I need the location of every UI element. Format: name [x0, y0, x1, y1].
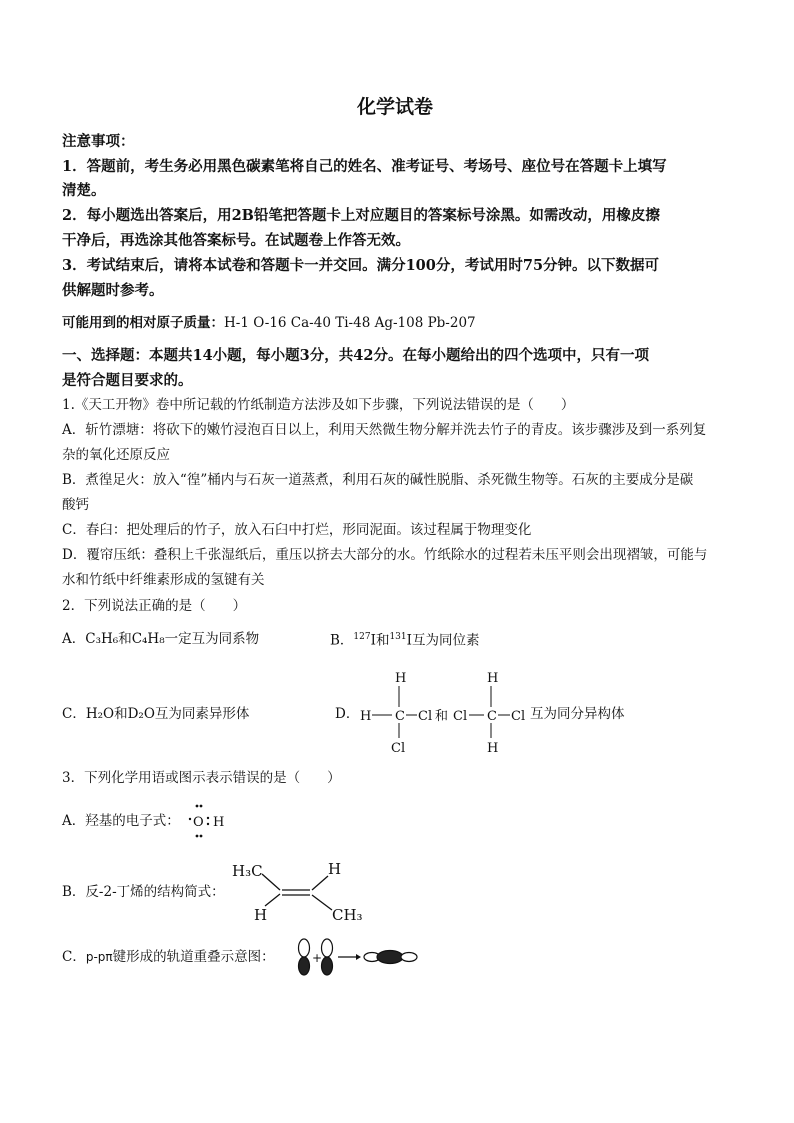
q2-option-a: [62, 633, 259, 647]
q2-a-suffix: 一定互为同系物: [164, 631, 260, 647]
q1-option-d-cont: 水和竹纸中纤维素形成的氢键有关: [62, 572, 265, 588]
q3-option-a-label: A．羟基的电子式：: [62, 813, 180, 829]
q2-b-element-1: I: [370, 632, 376, 649]
q2-option-b: [330, 633, 479, 648]
q2-a-molecule-1: C₃H₆: [85, 631, 119, 647]
bond-upper-right: [312, 876, 328, 890]
p-orbital-1-bottom-lobe: [299, 957, 310, 975]
p-orbital-2-bottom-lobe: [322, 957, 333, 975]
dot: [196, 835, 199, 838]
q2-d-suffix: 互为同分异构体: [530, 706, 625, 722]
dot: [207, 817, 209, 819]
q3-stem: 3．下列化学用语或图示表示错误的是（ ）: [62, 770, 341, 786]
q2-a-prefix: A．: [62, 631, 86, 647]
d1-bottom-cl: Cl: [391, 741, 406, 756]
dot: [200, 835, 203, 838]
notice-item-3-cont: 供解题时参考。: [62, 282, 164, 299]
q2-c-and: 和: [114, 706, 128, 722]
d2-carbon: C: [487, 709, 497, 724]
bond-lower-left: [265, 894, 280, 906]
q2-a-and: 和: [118, 631, 132, 647]
q2-b-element-2: I: [406, 632, 412, 649]
notice-item-2-cont: 干净后，再选涂其他答案标号。在试题卷上作答无效。: [62, 232, 410, 249]
q2-a-molecule-2: C₄H₈: [131, 631, 165, 647]
notice-item-1: 1．答题前，考生务必用黑色碳素笔将自己的姓名、准考证号、考场号、座位号在答题卡上填写: [62, 158, 667, 175]
notice-item-3: 3．考试结束后，请将本试卷和答题卡一并交回。满分100分，考试用时75分钟。以下数据可: [62, 257, 660, 274]
dot: [207, 823, 209, 825]
hydroxyl-electron-formula: [186, 800, 236, 842]
q2-d-prefix: D．: [335, 706, 360, 722]
trans-2-butene-structure: [228, 856, 378, 928]
plus-sign: +: [312, 951, 323, 965]
q3-option-b-label: B．反-2-丁烯的结构简式：: [62, 884, 225, 900]
dot: [196, 805, 199, 808]
q2-b-and: 和: [375, 632, 390, 649]
q1-option-d: D．覆帘压纸：叠积上千张湿纸后，重压以挤去大部分的水。竹纸除水的过程若未压平则会出现褶皱，可能与: [62, 547, 708, 563]
q1-stem: 1.《天工开物》卷中所记载的竹纸制造方法涉及如下步骤，下列说法错误的是（ ）: [62, 397, 575, 413]
dot: [189, 818, 191, 820]
q3-c-p-p-pi: p-pπ: [85, 950, 113, 964]
q2-c-prefix: C．: [62, 706, 86, 722]
atomic-mass-label: 可能用到的相对原子质量：: [62, 315, 224, 331]
q2-b-mass-2: 131: [389, 632, 407, 642]
q2-b-mass-1: 127: [353, 632, 371, 642]
q2-c-molecule-2: D₂O: [127, 706, 155, 722]
d-and: 和: [435, 709, 449, 724]
methyl-left: H₃C: [232, 862, 263, 880]
q1-option-c: C．春臼：把处理后的竹子，放入石臼中打烂，形同泥面。该过程属于物理变化: [62, 522, 532, 538]
d2-left-cl: Cl: [453, 709, 468, 724]
notice-heading: 注意事项：: [62, 133, 135, 150]
bond-upper-left: [262, 874, 280, 890]
notice-item-1-cont: 清楚。: [62, 182, 106, 199]
h-top-right: H: [328, 860, 342, 878]
q3-option-c-label: [62, 951, 275, 965]
q2-c-suffix: 互为同素异形体: [154, 706, 250, 722]
p-orbital-2-top-lobe: [322, 939, 333, 957]
q2-b-prefix: B．: [330, 632, 354, 649]
p-orbital-overlap-figure: [294, 936, 424, 978]
q3-c-prefix: C．: [62, 949, 86, 965]
arrow-head: [356, 954, 361, 960]
d1-carbon: C: [395, 709, 405, 724]
q1-option-b: B．煮徨足火：放入“徨”桶内与石灰一道蒸煮，利用石灰的碱性脱脂、杀死微生物等。石灰的主要成分是碳: [62, 472, 694, 488]
d1-left-h: H: [360, 709, 372, 724]
q1-option-a-cont: 杂的氧化还原反应: [62, 447, 170, 463]
q2-stem: 2．下列说法正确的是（ ）: [62, 598, 247, 614]
d1-top-h: H: [395, 671, 407, 686]
q2-c-molecule-1: H₂O: [85, 706, 115, 722]
q2-option-c: [62, 708, 249, 722]
oxygen-symbol: O: [193, 815, 204, 830]
methyl-right: CH₃: [332, 906, 363, 924]
d2-right-cl: Cl: [511, 709, 526, 724]
q2-b-suffix: 互为同位素: [411, 632, 480, 649]
bond-lower-right: [312, 895, 332, 910]
page-title: 化学试卷: [357, 96, 434, 118]
overlap-right-lobe: [401, 953, 417, 962]
notice-item-2: 2．每小题选出答案后，用2B铅笔把答题卡上对应题目的答案标号涂黑。如需改动，用橡皮擦: [62, 207, 660, 224]
section-1-header: 一、选择题：本题共14小题，每小题3分，共42分。在每小题给出的四个选项中，只有一项: [62, 347, 649, 364]
q1-option-b-cont: 酸钙: [62, 497, 89, 513]
atomic-mass-line: [62, 317, 476, 331]
atomic-mass-values: H-1 O-16 Ca-40 Ti-48 Ag-108 Pb-207: [224, 315, 476, 331]
q3-c-label-rest: 键形成的轨道重叠示意图：: [112, 949, 275, 965]
d1-right-cl: Cl: [418, 709, 433, 724]
dot: [200, 805, 203, 808]
d2-bottom-h: H: [487, 741, 499, 756]
hydrogen-symbol: H: [213, 815, 225, 830]
h-bottom-left: H: [254, 906, 268, 924]
q1-option-a: A．斩竹漂塘：将砍下的嫩竹浸泡百日以上，利用天然微生物分解并洗去竹子的青皮。该步骤涉及到一系列复: [62, 422, 707, 438]
section-1-header-cont: 是符合题目要求的。: [62, 372, 193, 389]
p-orbital-1-top-lobe: [299, 939, 310, 957]
overlap-center-lobe: [377, 951, 403, 964]
d2-top-h: H: [487, 671, 499, 686]
